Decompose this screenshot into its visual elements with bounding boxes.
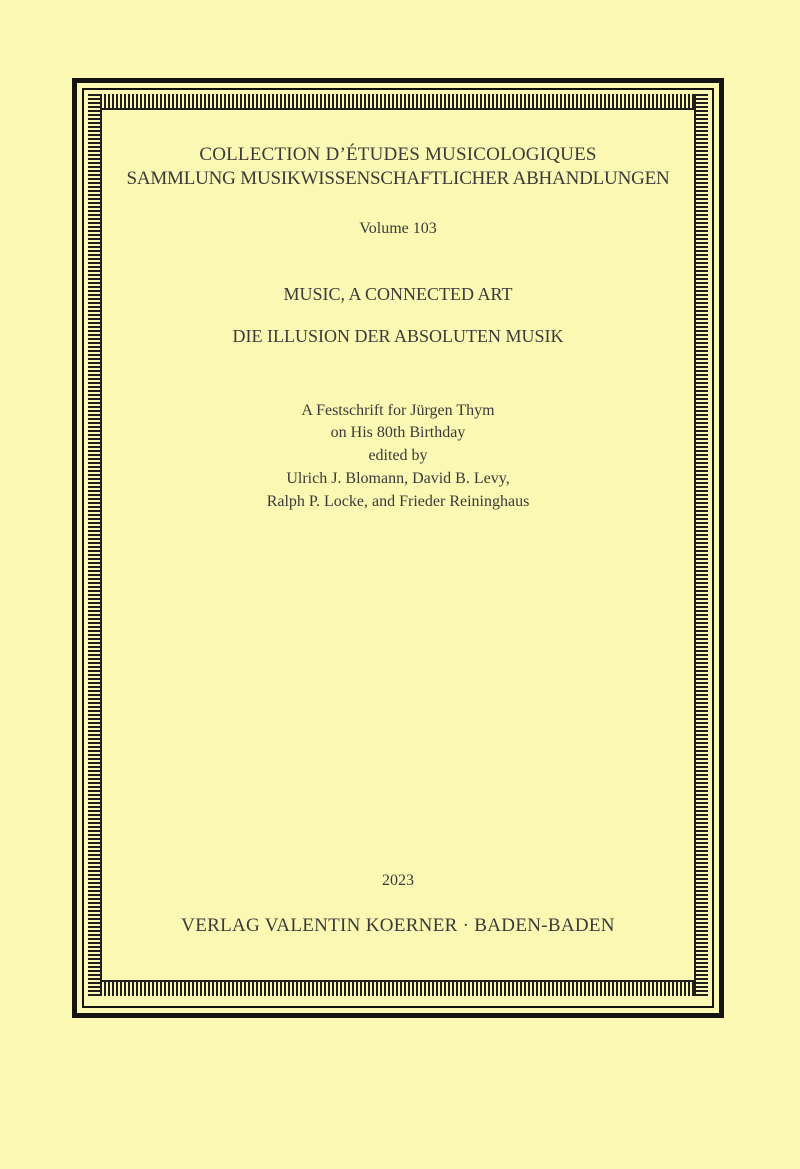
cover-content [104,112,692,976]
series-title-german: SAMMLUNG MUSIKWISSENSCHAFTLICHER ABHANDLUNGEN [126,168,670,189]
publisher-imprint: VERLAG VALENTIN KOERNER · BADEN-BADEN [181,915,615,936]
book-title-english: MUSIC, A CONNECTED ART [283,284,513,304]
ornamental-band-right [694,94,708,996]
book-title-german: DIE ILLUSION DER ABSOLUTEN MUSIK [232,326,564,346]
ornamental-band-left [88,94,102,996]
editors-line-1: Ulrich J. Blomann, David B. Levy, [286,470,510,487]
volume-number: Volume 103 [359,220,437,237]
series-title-french: COLLECTION D’ÉTUDES MUSICOLOGIQUES [199,144,597,165]
ornamental-band-bottom [88,980,708,996]
ornamental-band-top [88,94,708,110]
subtitle-festschrift: A Festschrift for Jürgen Thym [301,402,495,419]
subtitle-occasion: on His 80th Birthday [330,424,466,441]
edited-by-label: edited by [368,447,428,464]
publication-year: 2023 [382,872,414,889]
editors-line-2: Ralph P. Locke, and Frieder Reininghaus [266,493,530,510]
